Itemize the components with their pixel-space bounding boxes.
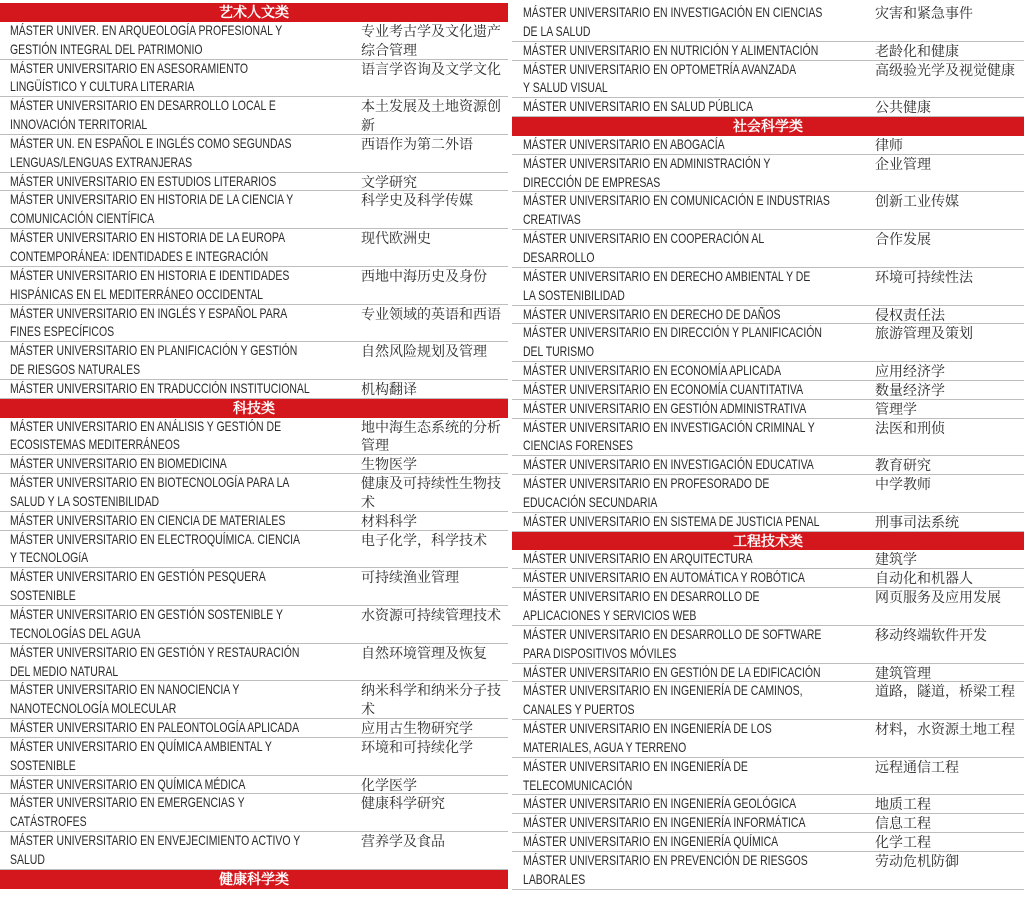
program-name-es: MÁSTER UNIVERSITARIO EN DESARROLLO LOCAL E INNOVACIÓN TERRITORIAL (10, 98, 276, 133)
program-name-es: MÁSTER UNIVERSITARIO EN NANOCIENCIA Y NANOTECNOLOGÍA MOLECULAR (10, 682, 240, 717)
program-row (0, 794, 508, 832)
program-name-zh: 自然风险规划及管理 (361, 343, 487, 360)
program-name-es: MÁSTER UNIVERSITARIO EN PLANIFICACIÓN Y GESTIÓN DE RIESGOS NATURALES (10, 343, 298, 378)
program-row (512, 324, 1024, 362)
program-row (0, 342, 508, 380)
program-name-es: MÁSTER UNIVERSITARIO EN NUTRICIÓN Y ALIMENTACIÓN (523, 42, 819, 58)
program-name-es: MÁSTER UNIVERSITARIO EN PROFESORADO DE EDUCACIÓN SECUNDARIA (523, 476, 770, 510)
program-name-es: MÁSTER UNIVERSITARIO EN ECONOMÍA CUANTITATIVA (523, 381, 804, 397)
program-row (0, 173, 508, 192)
program-name-zh: 现代欧洲史 (361, 230, 431, 247)
program-row (512, 136, 1024, 155)
program-row (0, 568, 508, 606)
program-row (0, 97, 508, 135)
category-header: 艺术人文类 (0, 3, 508, 22)
program-name-zh: 信息工程 (875, 815, 931, 832)
program-name-es: MÁSTER UNIVERSITARIO EN TRADUCCIÓN INSTITUCIONAL (10, 380, 310, 396)
program-row (0, 267, 508, 305)
program-name-es: MÁSTER UNIVERSITARIO EN INVESTIGACIÓN EDUCATIVA (523, 457, 814, 473)
program-name-zh: 本土发展及土地资源创 新 (361, 98, 501, 134)
program-name-zh: 健康科学研究 (361, 795, 445, 812)
program-name-es: MÁSTER UNIVERSITARIO EN SALUD PÚBLICA (523, 99, 754, 115)
program-name-es: MÁSTER UNIVERSITARIO EN GESTIÓN DE LA EDIFICACIÓN (523, 664, 821, 680)
program-name-zh: 应用经济学 (875, 363, 945, 380)
category-header: 社会科学类 (512, 117, 1024, 136)
program-row (512, 569, 1024, 588)
program-name-zh: 劳动危机防御 (875, 852, 959, 869)
program-row (512, 758, 1024, 796)
program-name-es: MÁSTER UNIVERSITARIO EN SISTEMA DE JUSTICIA PENAL (523, 513, 820, 529)
program-name-zh: 中学教师 (875, 476, 931, 493)
program-name-es: MÁSTER UNIVERSITARIO EN INGENIERÍA DE CAMINOS, CANALES Y PUERTOS (523, 683, 803, 718)
program-row (0, 418, 508, 456)
program-row (512, 550, 1024, 569)
program-name-es: MÁSTER UNIVERSITARIO EN HISTORIA DE LA CIENCIA Y COMUNICACIÓN CIENTÍFICA (10, 192, 294, 227)
program-name-es: MÁSTER UNIVERSITARIO EN BIOMEDICINA (10, 456, 227, 472)
left-column (0, 3, 508, 889)
program-name-es: MÁSTER UNIVERSITARIO EN GESTIÓN Y RESTAURACIÓN DEL MEDIO NATURAL (10, 644, 300, 679)
program-row (512, 230, 1024, 268)
program-name-zh: 地中海生态系统的分析 管理 (361, 418, 501, 454)
program-name-es: MÁSTER UNIVERSITARIO EN ABOGACÍA (523, 136, 725, 152)
program-name-es: MÁSTER UNIVERSITARIO EN INGENIERÍA GEOLÓGICA (523, 796, 797, 812)
program-name-zh: 老龄化和健康 (875, 42, 959, 59)
program-name-es: MÁSTER UNIVERSITARIO EN GESTIÓN SOSTENIBLE Y TECNOLOGÍAS DEL AGUA (10, 607, 283, 641)
program-name-zh: 高级验光学及视觉健康 (875, 61, 1015, 78)
program-name-es: MÁSTER UNIVER. EN ARQUEOLOGÍA PROFESIONAL Y GESTIÓN INTEGRAL DEL PATRIMONIO (10, 22, 283, 57)
program-name-zh: 教育研究 (875, 457, 931, 474)
program-name-zh: 可持续渔业管理 (361, 569, 459, 586)
program-row (0, 644, 508, 682)
program-name-zh: 移动终端软件开发 (875, 626, 987, 643)
program-row (0, 738, 508, 776)
program-name-es: MÁSTER UNIVERSITARIO EN DIRECCIÓN Y PLANIFICACIÓN DEL TURISMO (523, 325, 822, 360)
program-name-es: MÁSTER UNIVERSITARIO EN ANÁLISIS Y GESTIÓN DE ECOSISTEMAS MEDITERRÁNEOS (10, 418, 282, 453)
program-row (0, 455, 508, 474)
program-name-es: MÁSTER UNIVERSITARIO EN EMERGENCIAS Y CATÁSTROFES (10, 795, 245, 830)
program-row (0, 719, 508, 738)
right-column (512, 4, 1024, 890)
program-name-es: MÁSTER UNIVERSITARIO EN DESARROLLO DE SOFTWARE PARA DISPOSITIVOS MÓVILES (523, 626, 822, 661)
program-name-zh: 专业领域的英语和西语 (361, 305, 501, 322)
program-name-zh: 管理学 (875, 400, 917, 417)
program-row (512, 400, 1024, 419)
program-name-zh: 化学工程 (875, 834, 931, 851)
program-name-es: MÁSTER UNIVERSITARIO EN GESTIÓN ADMINISTRATIVA (523, 400, 807, 416)
program-row (512, 682, 1024, 720)
program-name-es: MÁSTER UNIVERSITARIO EN INGENIERÍA DE TELECOMUNICACIÓN (523, 758, 748, 793)
program-row (0, 22, 508, 60)
program-name-zh: 西地中海历史及身份 (361, 267, 487, 284)
program-name-zh: 应用古生物研究学 (361, 720, 473, 737)
program-row (512, 720, 1024, 758)
program-name-es: MÁSTER UNIVERSITARIO EN AUTOMÁTICA Y ROBÓTICA (523, 570, 805, 586)
program-row (512, 192, 1024, 230)
program-name-zh: 自然环境管理及恢复 (361, 644, 487, 661)
program-name-zh: 灾害和紧急事件 (875, 5, 973, 21)
program-name-zh: 网页服务及应用发展 (875, 589, 1001, 606)
program-name-es: MÁSTER UNIVERSITARIO EN PALEONTOLOGÍA APLICADA (10, 720, 300, 736)
program-name-zh: 建筑管理 (875, 664, 931, 681)
program-name-es: MÁSTER UNIVERSITARIO EN BIOTECNOLOGÍA PARA LA SALUD Y LA SOSTENIBILIDAD (10, 475, 290, 509)
program-name-zh: 营养学及食品 (361, 833, 445, 850)
program-name-zh: 环境可持续性法 (875, 268, 973, 285)
program-row (512, 852, 1024, 890)
program-name-zh: 刑事司法系统 (875, 513, 959, 530)
program-name-zh: 法医和刑侦 (875, 419, 945, 436)
program-row (512, 268, 1024, 306)
program-name-es: MÁSTER UNIVERSITARIO EN DERECHO DE DAÑOS (523, 306, 781, 322)
program-name-zh: 水资源可持续管理技术 (361, 607, 501, 623)
program-name-zh: 建筑学 (875, 551, 917, 568)
program-name-zh: 道路，隧道，桥梁工程 (875, 683, 1015, 700)
program-name-zh: 材料，水资源土地工程 (875, 721, 1015, 738)
program-name-zh: 文学研究 (361, 173, 417, 190)
program-row (0, 305, 508, 343)
program-name-es: MÁSTER UNIVERSITARIO EN QUÍMICA AMBIENTAL Y SOSTENIBLE (10, 738, 272, 773)
program-name-es: MÁSTER UNIVERSITARIO EN ASESORAMIENTO LINGÜÍSTICO Y CULTURA LITERARIA (10, 60, 249, 95)
program-row (512, 362, 1024, 381)
program-name-es: MÁSTER UNIVERSITARIO EN INGLÉS Y ESPAÑOL PARA FINES ESPECÍFICOS (10, 305, 288, 340)
program-row (0, 474, 508, 512)
program-row (512, 664, 1024, 683)
program-name-es: MÁSTER UNIVERSITARIO EN INVESTIGACIÓN CRIMINAL Y CIENCIAS FORENSES (523, 419, 815, 454)
category-header: 健康科学类 (0, 870, 508, 889)
program-name-es: MÁSTER UNIVERSITARIO EN CIENCIA DE MATERIALES (10, 512, 286, 528)
program-name-zh: 化学医学 (361, 776, 417, 793)
program-name-es: MÁSTER UNIVERSITARIO EN INGENIERÍA QUÍMICA (523, 834, 779, 850)
program-name-es: MÁSTER UNIVERSITARIO EN HISTORIA DE LA EUROPA CONTEMPORÁNEA: IDENTIDADES E INTEGRACIÓN (10, 230, 286, 264)
program-row (512, 61, 1024, 99)
program-row (512, 456, 1024, 475)
program-row (0, 380, 508, 399)
program-row (0, 191, 508, 229)
program-name-es: MÁSTER UNIVERSITARIO EN DESARROLLO DE APLICACIONES Y SERVICIOS WEB (523, 589, 760, 623)
program-row (512, 833, 1024, 852)
program-row (512, 306, 1024, 325)
program-row (0, 681, 508, 719)
program-name-es: MÁSTER UNIVERSITARIO EN QUÍMICA MÉDICA (10, 776, 246, 792)
program-row (0, 832, 508, 870)
program-name-zh: 电子化学，科学技术 (361, 531, 487, 548)
program-name-zh: 机构翻译 (361, 380, 417, 397)
category-header: 工程技术类 (512, 532, 1024, 551)
program-row (0, 531, 508, 569)
program-name-zh: 创新工业传媒 (875, 193, 959, 210)
program-row (0, 776, 508, 795)
program-name-zh: 健康及可持续性生物技 术 (361, 475, 501, 510)
program-name-zh: 数量经济学 (875, 381, 945, 398)
program-name-zh: 环境和可持续化学 (361, 738, 473, 755)
program-row (512, 155, 1024, 193)
program-row (0, 135, 508, 173)
program-name-zh: 旅游管理及策划 (875, 325, 973, 342)
program-row (0, 60, 508, 98)
program-name-zh: 专业考古学及文化遗产 综合管理 (361, 22, 501, 58)
program-name-zh: 西语作为第二外语 (361, 135, 473, 152)
program-row (512, 381, 1024, 400)
program-row (512, 419, 1024, 457)
program-row (512, 795, 1024, 814)
program-row (512, 4, 1024, 42)
program-name-es: MÁSTER UNIVERSITARIO EN DERECHO AMBIENTAL Y DE LA SOSTENIBILIDAD (523, 268, 811, 303)
program-name-zh: 材料科学 (361, 512, 417, 529)
program-name-es: MÁSTER UNIVERSITARIO EN INVESTIGACIÓN EN CIENCIAS DE LA SALUD (523, 5, 823, 39)
program-name-zh: 自动化和机器人 (875, 570, 973, 587)
program-row (0, 512, 508, 531)
program-name-es: MÁSTER UNIVERSITARIO EN ELECTROQUÍMICA. CIENCIA Y TECNOLOGíA (10, 531, 301, 566)
program-name-es: MÁSTER UNIVERSITARIO EN COOPERACIÓN AL DESARROLLO (523, 231, 765, 265)
program-name-es: MÁSTER UNIVERSITARIO EN ENVEJECIMIENTO ACTIVO Y SALUD (10, 833, 301, 867)
program-name-zh: 合作发展 (875, 231, 931, 248)
program-name-es: MÁSTER UNIVERSITARIO EN INGENIERÍA DE LOS MATERIALES, AGUA Y TERRENO (523, 721, 772, 755)
program-name-zh: 侵权责任法 (875, 306, 945, 323)
program-row (512, 98, 1024, 117)
program-name-zh: 地质工程 (875, 796, 931, 813)
category-header: 科技类 (0, 399, 508, 418)
program-name-zh: 律师 (875, 136, 903, 153)
program-name-es: MÁSTER UNIVERSITARIO EN HISTORIA E IDENTIDADES HISPÁNICAS EN EL MEDITERRÁNEO OCCIDENTAL (10, 267, 290, 302)
program-name-zh: 生物医学 (361, 456, 417, 473)
program-name-es: MÁSTER UNIVERSITARIO EN OPTOMETRÍA AVANZADA Y SALUD VISUAL (523, 61, 797, 96)
program-name-zh: 语言学咨询及文学文化 (361, 60, 501, 77)
program-name-es: MÁSTER UNIVERSITARIO EN INGENIERÍA INFORMÁTICA (523, 815, 806, 831)
program-name-es: MÁSTER UNIVERSITARIO EN PREVENCIÓN DE RIESGOS LABORALES (523, 852, 808, 887)
program-name-es: MÁSTER UNIVERSITARIO EN ARQUITECTURA (523, 551, 753, 567)
program-name-es: MÁSTER UNIVERSITARIO EN ECONOMÍA APLICADA (523, 363, 782, 379)
program-row (0, 606, 508, 644)
program-name-zh: 科学史及科学传媒 (361, 192, 473, 209)
program-name-zh: 远程通信工程 (875, 758, 959, 775)
program-row (512, 626, 1024, 664)
program-row (512, 42, 1024, 61)
program-name-zh: 企业管理 (875, 155, 931, 172)
program-name-zh: 公共健康 (875, 99, 931, 116)
program-name-zh: 纳米科学和纳米分子技 术 (361, 682, 501, 718)
program-row (512, 475, 1024, 513)
program-name-es: MÁSTER UNIVERSITARIO EN GESTIÓN PESQUERA SOSTENIBLE (10, 569, 266, 604)
program-name-es: MÁSTER UNIVERSITARIO EN ADMINISTRACIÓN Y DIRECCIÓN DE EMPRESAS (523, 155, 771, 190)
program-row (0, 229, 508, 267)
program-name-es: MÁSTER UNIVERSITARIO EN ESTUDIOS LITERARIOS (10, 173, 277, 189)
program-name-es: MÁSTER UNIVERSITARIO EN COMUNICACIÓN E INDUSTRIAS CREATIVAS (523, 193, 830, 228)
program-row (512, 588, 1024, 626)
program-name-es: MÁSTER UN. EN ESPAÑOL E INGLÉS COMO SEGUNDAS LENGUAS/LENGUAS EXTRANJERAS (10, 135, 292, 170)
program-row (512, 814, 1024, 833)
program-row (512, 513, 1024, 532)
